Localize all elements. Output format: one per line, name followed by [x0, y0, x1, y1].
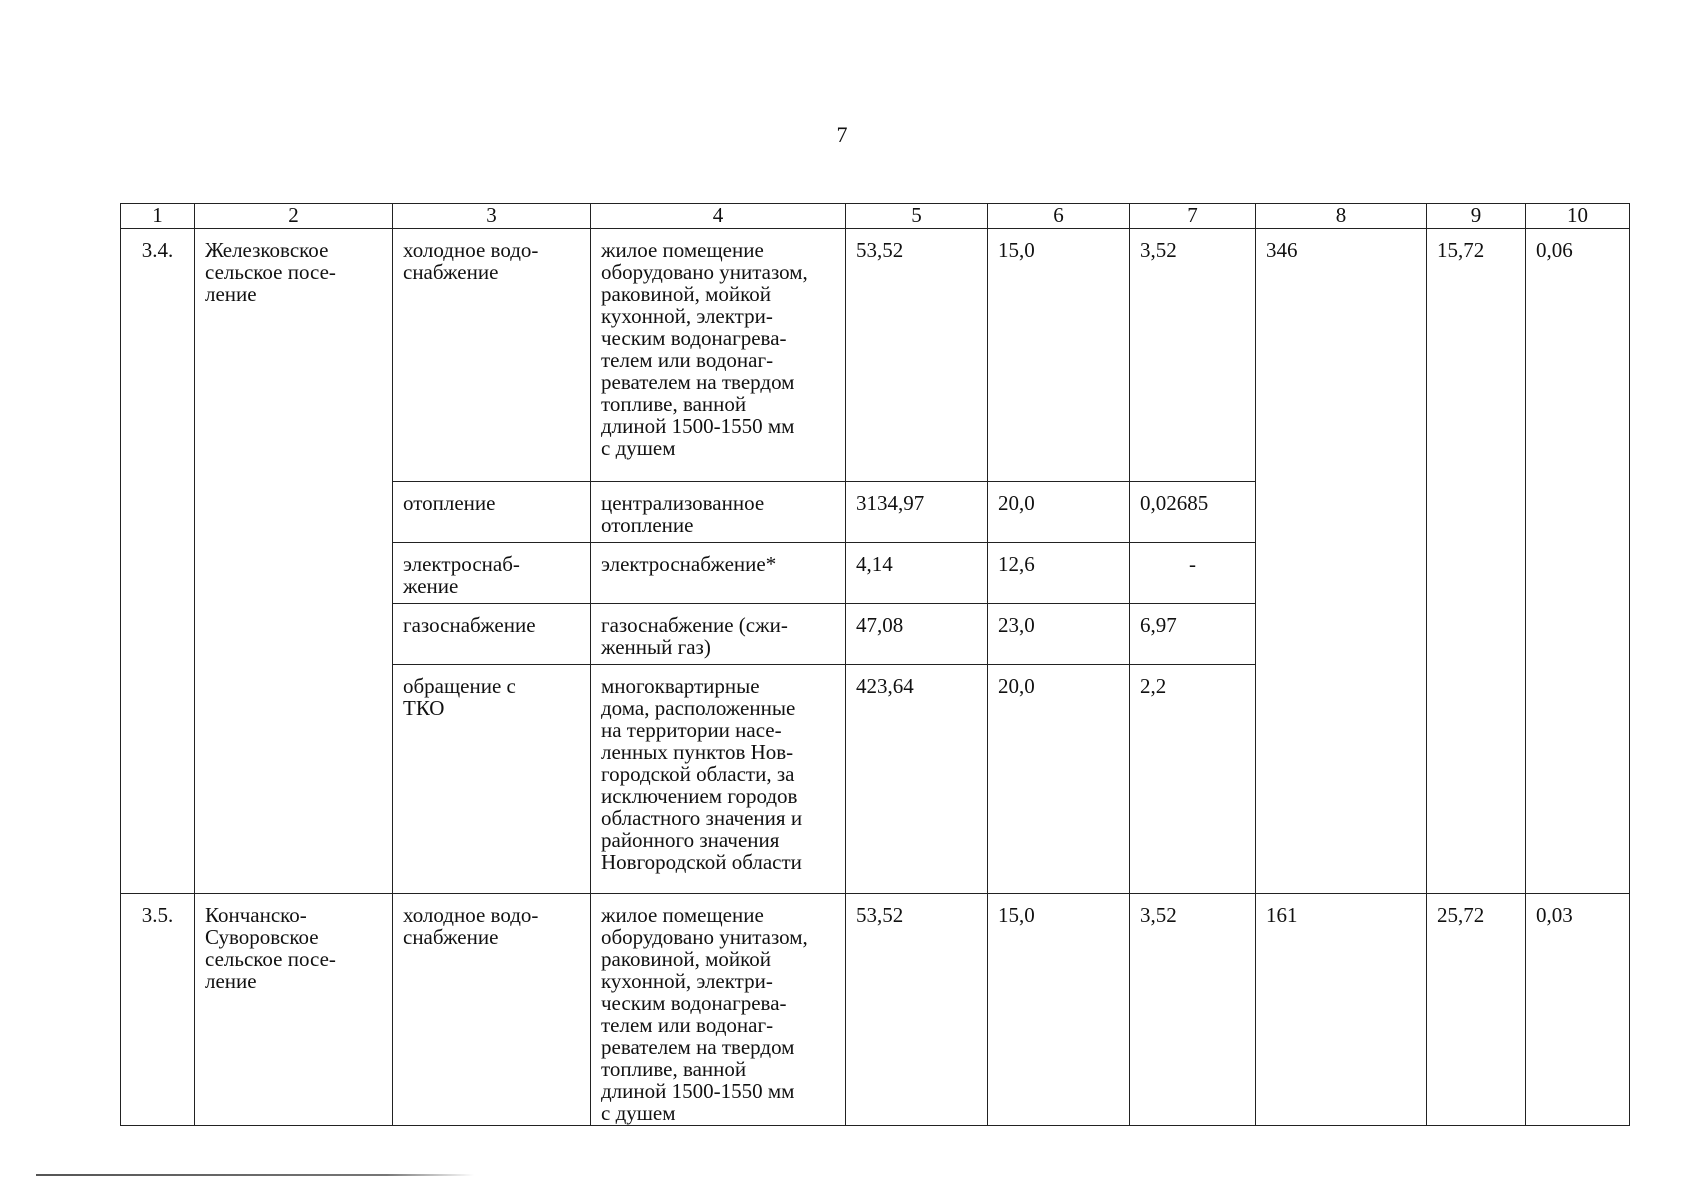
service-description: централизованное отопление: [591, 482, 846, 543]
tariff-table: [120, 203, 1630, 1126]
service-type: холодное водо- снабжение: [393, 894, 591, 1126]
service-type: газоснабжение: [393, 604, 591, 665]
value-col10: 0,03: [1526, 894, 1630, 1126]
value-col5: 4,14: [846, 543, 988, 604]
value-col7: 3,52: [1130, 229, 1256, 482]
value-col5: 53,52: [846, 894, 988, 1126]
value-col6: 23,0: [988, 604, 1130, 665]
value-col6: 15,0: [988, 894, 1130, 1126]
header-cell-10: 10: [1526, 204, 1630, 229]
header-cell-4: 4: [591, 204, 846, 229]
value-col7: 6,97: [1130, 604, 1256, 665]
service-type: отопление: [393, 482, 591, 543]
table-row: [121, 894, 1630, 1126]
header-cell-9: 9: [1427, 204, 1526, 229]
header-cell-3: 3: [393, 204, 591, 229]
service-type: обращение с ТКО: [393, 665, 591, 894]
header-cell-1: 1: [121, 204, 195, 229]
header-cell-8: 8: [1256, 204, 1427, 229]
value-col7: -: [1130, 543, 1256, 604]
value-col9: 15,72: [1427, 229, 1526, 894]
service-type: холодное водо- снабжение: [393, 229, 591, 482]
value-col6: 20,0: [988, 665, 1130, 894]
row-number: 3.4.: [121, 229, 195, 894]
settlement-name: Железковское сельское посе- ление: [195, 229, 393, 894]
value-col6: 12,6: [988, 543, 1130, 604]
service-description: многоквартирные дома, расположенные на территории насе- ленных пунктов Нов- городской области, за исключением городов областного значения и районного значения Новгородской области: [591, 665, 846, 894]
value-col7: 0,02685: [1130, 482, 1256, 543]
value-col6: 20,0: [988, 482, 1130, 543]
value-col10: 0,06: [1526, 229, 1630, 894]
table-row: [121, 229, 1630, 482]
value-col9: 25,72: [1427, 894, 1526, 1126]
value-col8: 161: [1256, 894, 1427, 1126]
settlement-name: Кончанско- Суворовское сельское посе- ление: [195, 894, 393, 1126]
value-col7: 3,52: [1130, 894, 1256, 1126]
value-col5: 53,52: [846, 229, 988, 482]
service-description: жилое помещение оборудовано унитазом, раковиной, мойкой кухонной, электри- ческим водонагрева- телем или водонаг- ревателем на твердом топливе, ванной длиной 1500-1550 мм с душем: [591, 229, 846, 482]
service-description: газоснабжение (сжи- женный газ): [591, 604, 846, 665]
service-description: жилое помещение оборудовано унитазом, раковиной, мойкой кухонной, электри- ческим водонагрева- телем или водонаг- ревателем на твердом топливе, ванной длиной 1500-1550 мм с душем: [591, 894, 846, 1126]
header-cell-6: 6: [988, 204, 1130, 229]
value-col5: 47,08: [846, 604, 988, 665]
service-description: электроснабжение*: [591, 543, 846, 604]
footnote-rule: [36, 1174, 474, 1176]
value-col7: 2,2: [1130, 665, 1256, 894]
value-col5: 3134,97: [846, 482, 988, 543]
service-type: электроснаб- жение: [393, 543, 591, 604]
header-row: [121, 204, 1630, 229]
value-col6: 15,0: [988, 229, 1130, 482]
header-cell-7: 7: [1130, 204, 1256, 229]
header-cell-2: 2: [195, 204, 393, 229]
header-cell-5: 5: [846, 204, 988, 229]
value-col8: 346: [1256, 229, 1427, 894]
page-number: 7: [836, 122, 848, 147]
value-col5: 423,64: [846, 665, 988, 894]
row-number: 3.5.: [121, 894, 195, 1126]
